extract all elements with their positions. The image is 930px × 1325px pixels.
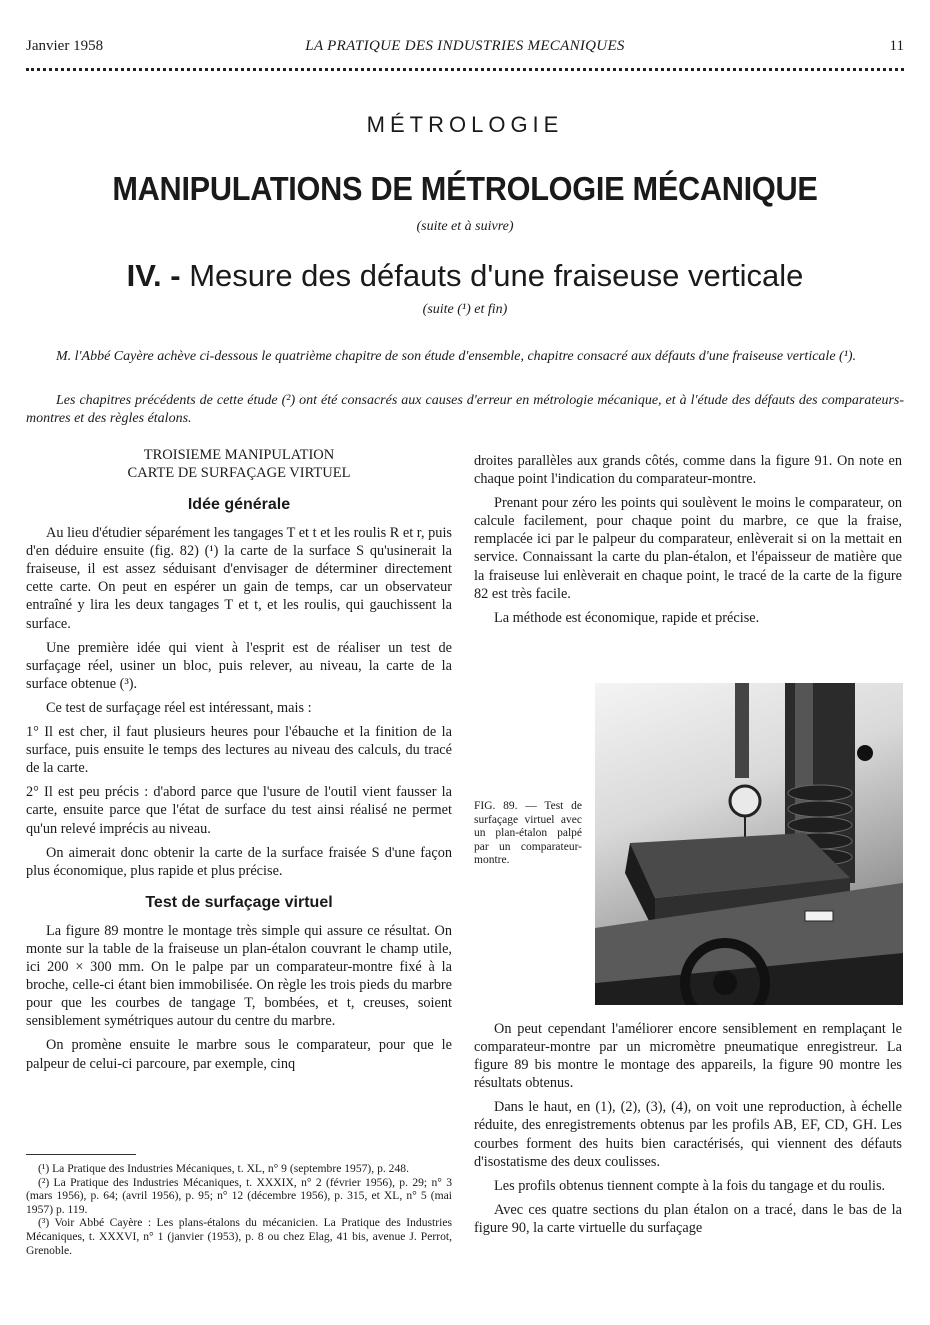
footnote: (¹) La Pratique des Industries Mécaniques, t. XL, n° 9 (septembre 1957), p. 248. — [38, 1162, 409, 1175]
subhead-idee-generale: Idée générale — [187, 496, 291, 513]
paragraph: Les profils obtenus tiennent compte à la fois du tangage et du roulis. — [494, 1177, 886, 1194]
paragraph: La méthode est économique, rapide et précise. — [494, 609, 760, 626]
subhead-test-surfacage: Test de surfaçage virtuel — [145, 893, 333, 911]
paragraph: Prenant pour zéro les points qui soulèvent le moins le comparateur, on calcule facilement, pour chaque point du marbre, ce que la fraise, remplacée ici par le palpeur du comparateur, enlèverait si on la mettait en service. Connaissant la carte du plan-étalon, et l'épaisseur de matière que la fraiseuse lui enlèverait en chaque point, le tracé de la carte de la figure 82 est très facile. — [474, 495, 902, 602]
intro-text: M. l'Abbé Cayère achève ci-dessous le quatrième chapitre de son étude d'ensemble, chapitre consacré aux défauts d'une fraiseuse verticale (¹). — [56, 349, 857, 364]
intro-text: Les chapitres précédents de cette étude (²) ont été consacrés aux causes d'erreur en métrologie mécanique, et à l'étude des défauts des comparateurs-montres et des règles étalons. — [26, 393, 904, 426]
right-column-bottom — [474, 1020, 902, 1243]
header-dotted-rule — [26, 68, 904, 71]
left-column — [26, 446, 452, 1079]
paragraph: 1° Il est cher, il faut plusieurs heures pour l'ébauche et la finition de la surface, puis ensuite le temps des lectures au niveau des calculs, du tracé de la carte. — [26, 724, 452, 777]
right-column-top — [474, 452, 902, 633]
footnotes — [26, 1162, 452, 1257]
running-header — [26, 36, 904, 58]
paragraph: droites parallèles aux grands côtés, comme dans la figure 91. On note en chaque point l'indication du comparateur-montre. — [474, 453, 902, 488]
page-number: 11 — [889, 38, 904, 54]
manipulation-heading: TROISIEME MANIPULATION — [143, 447, 335, 463]
figure-caption: FIG. 89. — Test de surfaçage virtuel avec un plan-étalon palpé par un comparateur-montre. — [474, 800, 582, 866]
paragraph: La figure 89 montre le montage très simple qui assure ce résultat. On monte sur la table de la fraiseuse un plan-étalon couvrant le champ utile, ici 200 × 300 mm. On le palpe par un comparateur-montre fixé à la broche, celle-ci étant bien immobilisée. On règle les trois pieds du marbre pour que les courbes de tangage T, bombées, et t, creuses, soient sensiblement symétriques autour du centre du marbre. — [26, 922, 452, 1030]
footnote: (²) La Pratique des Industries Mécaniques, t. XXXIX, n° 2 (février 1956), p. 29; n° 3 (mars 1956), p. 64; (avril 1956), p. 95; n° 12 (décembre 1956), p. 315, et XL, n° 5 (mai 1957) p. 119. — [26, 1175, 452, 1216]
figure-89-photo — [595, 683, 903, 1005]
chapter-note: (suite (¹) et fin) — [422, 302, 508, 317]
paragraph: Au lieu d'étudier séparément les tangages T et t et les roulis R et r, puis d'en déduire ensuite (fig. 82) (¹) la carte de la surface S qu'usinerait la fraiseuse, il est assez séduisant d'envisager de déterminer directement cette carte. On peut en espérer un gain de temps, car un observateur entraîné y lira les deux tangages T et t, et les roulis, qui gauchissent la surface. — [26, 525, 452, 632]
journal-title: LA PRATIQUE DES INDUSTRIES MECANIQUES — [305, 38, 625, 54]
paragraph: On aimerait donc obtenir la carte de la surface fraisée S d'une façon plus économique, plus rapide et plus précise. — [26, 844, 452, 879]
section-title: MÉTROLOGIE — [366, 112, 564, 137]
footnote-rule — [26, 1154, 136, 1155]
paragraph: 2° Il est peu précis : d'abord parce que l'usure de l'outil vient fausser la carte, ensuite parce que l'état de surface du test ainsi réalisé ne permet qu'un relevé imprécis au niveau. — [26, 784, 452, 837]
paragraph: Dans le haut, en (1), (2), (3), (4), on voit une reproduction, à échelle réduite, des enregistrements obtenus par les profils AB, EF, CD, GH. Les courbes forment des huits bien caractérisés, qui viennent des défauts d'isostatisme des deux coulisses. — [474, 1099, 902, 1170]
chapter-number: IV. - — [126, 258, 181, 293]
title-note: (suite et à suivre) — [416, 219, 514, 234]
paragraph: Avec ces quatre sections du plan étalon on a tracé, dans le bas de la figure 90, la carte virtuelle du surfaçage — [474, 1201, 902, 1236]
manipulation-subheading: CARTE DE SURFAÇAGE VIRTUEL — [127, 465, 351, 481]
chapter-title — [0, 258, 930, 294]
issue-date: Janvier 1958 — [26, 38, 104, 54]
article-title: MANIPULATIONS DE MÉTROLOGIE MÉCANIQUE — [112, 170, 818, 207]
paragraph: On peut cependant l'améliorer encore sensiblement en remplaçant le comparateur-montre par un micromètre pneumatique enregistreur. La figure 89 bis montre le montage des appareils, la figure 90 montre les résultats obtenus. — [474, 1021, 902, 1092]
intro-paragraph — [26, 392, 904, 428]
intro-paragraph — [26, 348, 904, 366]
paragraph: Une première idée qui vient à l'esprit est de réaliser un test de surfaçage réel, usiner un bloc, puis relever, au niveau, la carte de la surface obtenue (³). — [26, 639, 452, 692]
chapter-name: Mesure des défauts d'une fraiseuse verticale — [189, 258, 804, 293]
paragraph: On promène ensuite le marbre sous le comparateur, pour que le palpeur de celui-ci parcoure, par exemple, cinq — [26, 1037, 452, 1072]
footnote: (³) Voir Abbé Cayère : Les plans-étalons du mécanicien. La Pratique des Industries Mécaniques, t. XXXVI, n° 1 (janvier (1953), p. 8 ou chez Elag, 41 bis, avenue J. Perrot, Grenoble. — [26, 1216, 452, 1257]
milling-machine-illustration — [595, 683, 903, 1005]
paragraph: Ce test de surfaçage réel est intéressant, mais : — [46, 699, 312, 716]
